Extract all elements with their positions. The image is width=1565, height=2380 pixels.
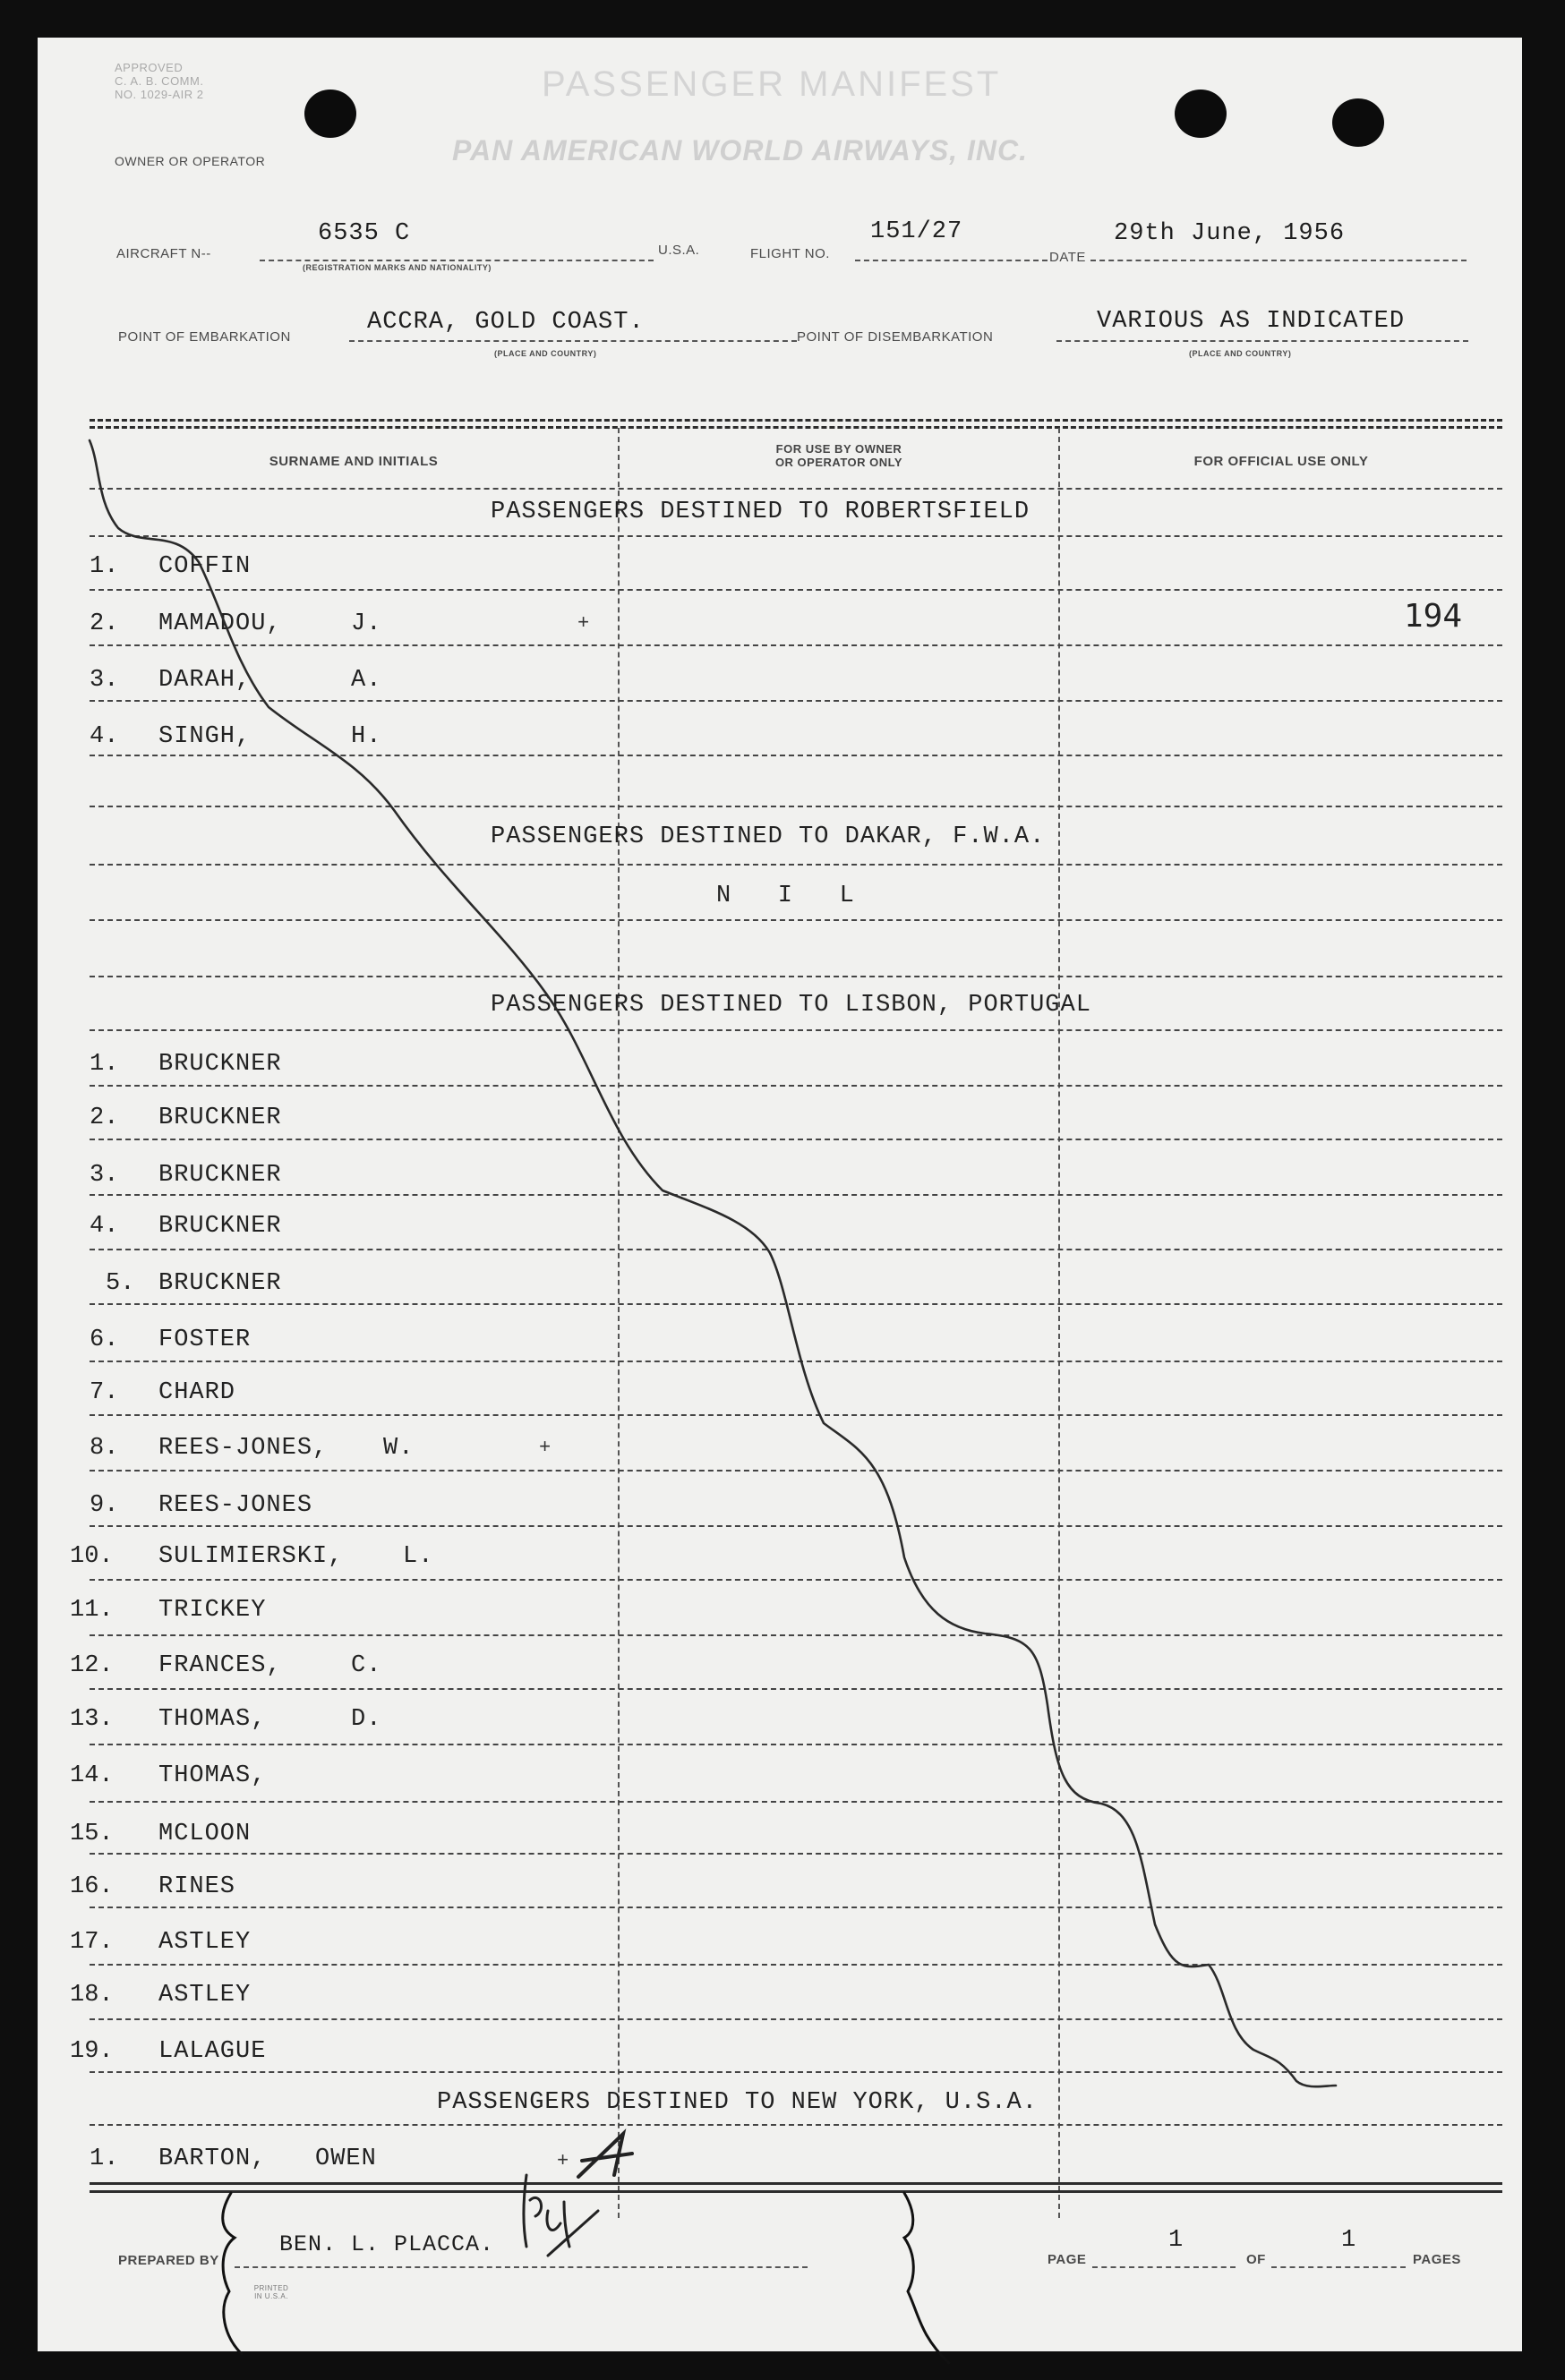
row-number: 7.: [90, 1379, 119, 1406]
row-number: 12.: [70, 1652, 114, 1679]
passenger-name: SULIMIERSKI,: [158, 1543, 344, 1570]
pages-label: PAGES: [1413, 2252, 1461, 2267]
row-number: 3.: [90, 1162, 119, 1189]
passenger-initial: OWEN: [315, 2145, 377, 2172]
cross-mark: +: [557, 2150, 569, 2172]
official-number: 194: [1404, 598, 1463, 635]
page-value: 1: [1168, 2227, 1184, 2254]
passenger-name: BRUCKNER: [158, 1162, 282, 1189]
disembarkation-value: VARIOUS AS INDICATED: [1097, 308, 1406, 335]
row-number: 19.: [70, 2038, 114, 2065]
page-label: PAGE: [1048, 2252, 1087, 2267]
row-number: 16.: [70, 1873, 114, 1900]
aircraft-value: 6535 C: [318, 220, 411, 247]
usa-label: U.S.A.: [658, 243, 700, 258]
passenger-name: LALAGUE: [158, 2038, 267, 2065]
passenger-name: MAMADOU,: [158, 610, 282, 637]
column-header-surname: SURNAME AND INITIALS: [269, 454, 439, 469]
row-number: 15.: [70, 1821, 114, 1847]
section-title-dakar: PASSENGERS DESTINED TO DAKAR, F.W.A.: [491, 823, 1046, 850]
disembarkation-label: POINT OF DISEMBARKATION: [797, 329, 994, 345]
flight-value: 151/27: [870, 218, 963, 245]
passenger-name: REES-JONES,: [158, 1435, 329, 1462]
cross-mark: +: [539, 1437, 552, 1459]
row-number: 8.: [90, 1435, 119, 1462]
row-number: 3.: [90, 667, 119, 694]
approval-block: APPROVED C. A. B. COMM. NO. 1029-AIR 2: [115, 61, 204, 101]
prepared-by-label: PREPARED BY: [118, 2253, 219, 2268]
pen-check-mark: [578, 2134, 632, 2177]
row-number: 13.: [70, 1706, 114, 1733]
column-header-owner-use: FOR USE BY OWNER OR OPERATOR ONLY: [774, 442, 903, 469]
of-value: 1: [1341, 2227, 1357, 2254]
row-number: 4.: [90, 723, 119, 750]
flight-label: FLIGHT NO.: [750, 246, 830, 261]
passenger-name: ASTLEY: [158, 1982, 252, 2009]
owner-label: OWNER OR OPERATOR: [115, 154, 266, 168]
passenger-name: FOSTER: [158, 1326, 252, 1353]
passenger-initial: D.: [351, 1706, 382, 1733]
operator-name: PAN AMERICAN WORLD AIRWAYS, INC.: [452, 134, 1028, 166]
passenger-name: BRUCKNER: [158, 1105, 282, 1131]
passenger-name: REES-JONES: [158, 1492, 313, 1519]
passenger-name: RINES: [158, 1873, 236, 1900]
row-number: 4.: [90, 1213, 119, 1240]
pen-brace-right: [904, 2193, 949, 2363]
prepared-by-value: BEN. L. PLACCA.: [279, 2231, 495, 2257]
passenger-name: SINGH,: [158, 723, 252, 750]
passenger-initial: H.: [351, 723, 382, 750]
passenger-initial: L.: [403, 1543, 434, 1570]
date-label: DATE: [1049, 250, 1086, 265]
row-number: 5.: [106, 1270, 135, 1297]
disembarkation-place-sub: (PLACE AND COUNTRY): [1189, 349, 1292, 358]
embarkation-label: POINT OF EMBARKATION: [118, 329, 291, 345]
registration-sub: (REGISTRATION MARKS AND NATIONALITY): [303, 263, 492, 272]
of-label: OF: [1246, 2252, 1266, 2267]
passenger-initial: J.: [351, 610, 382, 637]
passenger-name: BARTON,: [158, 2145, 267, 2172]
pen-stroke-diagonal: [90, 440, 1336, 2086]
passenger-name: DARAH,: [158, 667, 252, 694]
section-title-newyork: PASSENGERS DESTINED TO NEW YORK, U.S.A.: [437, 2089, 1038, 2116]
passenger-name: BRUCKNER: [158, 1270, 282, 1297]
pen-brace-left: [223, 2193, 242, 2354]
printed-in-usa: PRINTED IN U.S.A.: [253, 2284, 289, 2300]
passenger-name: BRUCKNER: [158, 1213, 282, 1240]
aircraft-label: AIRCRAFT N--: [116, 246, 211, 261]
row-number: 18.: [70, 1982, 114, 2009]
passenger-name: FRANCES,: [158, 1652, 282, 1679]
row-number: 1.: [90, 1051, 119, 1078]
dakar-nil: N I L: [716, 883, 855, 909]
passenger-name: COFFIN: [158, 553, 252, 580]
cross-mark: +: [577, 612, 590, 635]
row-number: 1.: [90, 553, 119, 580]
column-header-official-use: FOR OFFICIAL USE ONLY: [1193, 454, 1369, 469]
passenger-name: TRICKEY: [158, 1597, 267, 1624]
row-number: 17.: [70, 1929, 114, 1956]
passenger-initial: C.: [351, 1652, 382, 1679]
passenger-name: THOMAS,: [158, 1706, 267, 1733]
section-title-robertsfield: PASSENGERS DESTINED TO ROBERTSFIELD: [491, 499, 1031, 525]
row-number: 1.: [90, 2145, 119, 2172]
passenger-name: MCLOON: [158, 1821, 252, 1847]
pen-initials: [524, 2175, 598, 2256]
passenger-name: CHARD: [158, 1379, 236, 1406]
passenger-initial: W.: [383, 1435, 415, 1462]
passenger-name: BRUCKNER: [158, 1051, 282, 1078]
passenger-name: ASTLEY: [158, 1929, 252, 1956]
row-number: 10.: [70, 1543, 114, 1570]
row-number: 14.: [70, 1762, 114, 1789]
passenger-initial: A.: [351, 667, 382, 694]
passenger-name: THOMAS,: [158, 1762, 267, 1789]
embarkation-value: ACCRA, GOLD COAST.: [367, 309, 645, 336]
date-value: 29th June, 1956: [1114, 220, 1346, 247]
row-number: 2.: [90, 610, 119, 637]
row-number: 2.: [90, 1105, 119, 1131]
form-title: PASSENGER MANIFEST: [542, 64, 1002, 104]
row-number: 6.: [90, 1326, 119, 1353]
row-number: 11.: [70, 1597, 114, 1624]
section-title-lisbon: PASSENGERS DESTINED TO LISBON, PORTUGAL: [491, 992, 1091, 1019]
row-number: 9.: [90, 1492, 119, 1519]
embarkation-place-sub: (PLACE AND COUNTRY): [494, 349, 597, 358]
